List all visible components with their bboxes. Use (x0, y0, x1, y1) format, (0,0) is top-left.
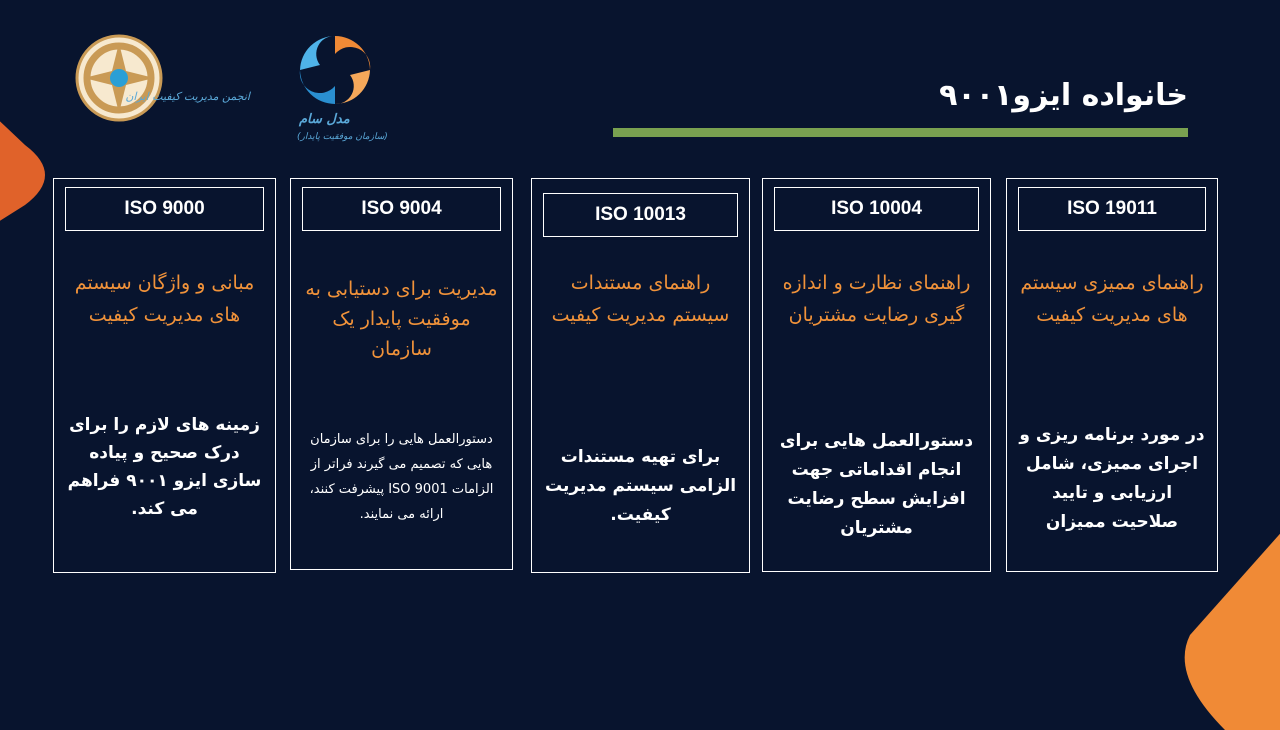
card-heading: مبانی و واژگان سیستم های مدیریت کیفیت (74, 272, 255, 326)
card-code: ISO 9000 (65, 187, 264, 231)
card-heading: راهنمای نظارت و اندازه گیری رضایت مشتریان (782, 272, 971, 326)
card-iso-9000 (53, 178, 276, 573)
logo-right-caption: مدل سام (299, 112, 350, 127)
sam-model-logo (285, 30, 388, 150)
slide-title: خانواده ایزو۹۰۰۱ (939, 78, 1188, 113)
card-description: زمینه های لازم را برای درک صحیح و پیاده سازی ایزو ۹۰۰۱ فراهم می کند. (67, 415, 262, 519)
card-heading: راهنمای ممیزی سیستم های مدیریت کیفیت (1020, 272, 1204, 326)
card-code: ISO 9004 (302, 187, 501, 231)
quality-seal-icon (74, 33, 164, 123)
card-iso-10004 (762, 178, 991, 572)
card-description: دستورالعمل هایی برای انجام اقداماتی جهت افزایش سطح رضایت مشتریان (779, 431, 974, 538)
logo-left-caption: انجمن مدیریت کیفیت ایران (125, 90, 250, 103)
card-description: دستورالعمل هایی را برای سازمان هایی که تصمیم می گیرند فراتر از الزامات ISO 9001 پیشرفت کنند، ارائه می نمایند. (309, 432, 494, 522)
card-iso-10013 (531, 178, 750, 573)
iran-quality-association-logo (72, 28, 252, 138)
logo-right-subcaption: (سازمان موفقیت پایدار) (297, 132, 388, 142)
card-code: ISO 10013 (543, 193, 738, 237)
card-heading: راهنمای مستندات سیستم مدیریت کیفیت (551, 272, 730, 326)
card-heading: مدیریت برای دستیابی به موفقیت پایدار یک سازمان (305, 278, 498, 360)
card-description: برای تهیه مستندات الزامی سیستم مدیریت کیفیت. (544, 447, 737, 525)
card-description: در مورد برنامه ریزی و اجرای ممیزی، شامل ارزیابی و تایید صلاحیت ممیزان (1019, 425, 1205, 532)
card-code: ISO 10004 (774, 187, 979, 231)
swirl-logo-icon (290, 30, 380, 110)
card-iso-9004 (290, 178, 513, 570)
title-accent-bar (613, 128, 1188, 137)
card-code: ISO 19011 (1018, 187, 1206, 231)
card-iso-19011 (1006, 178, 1218, 572)
